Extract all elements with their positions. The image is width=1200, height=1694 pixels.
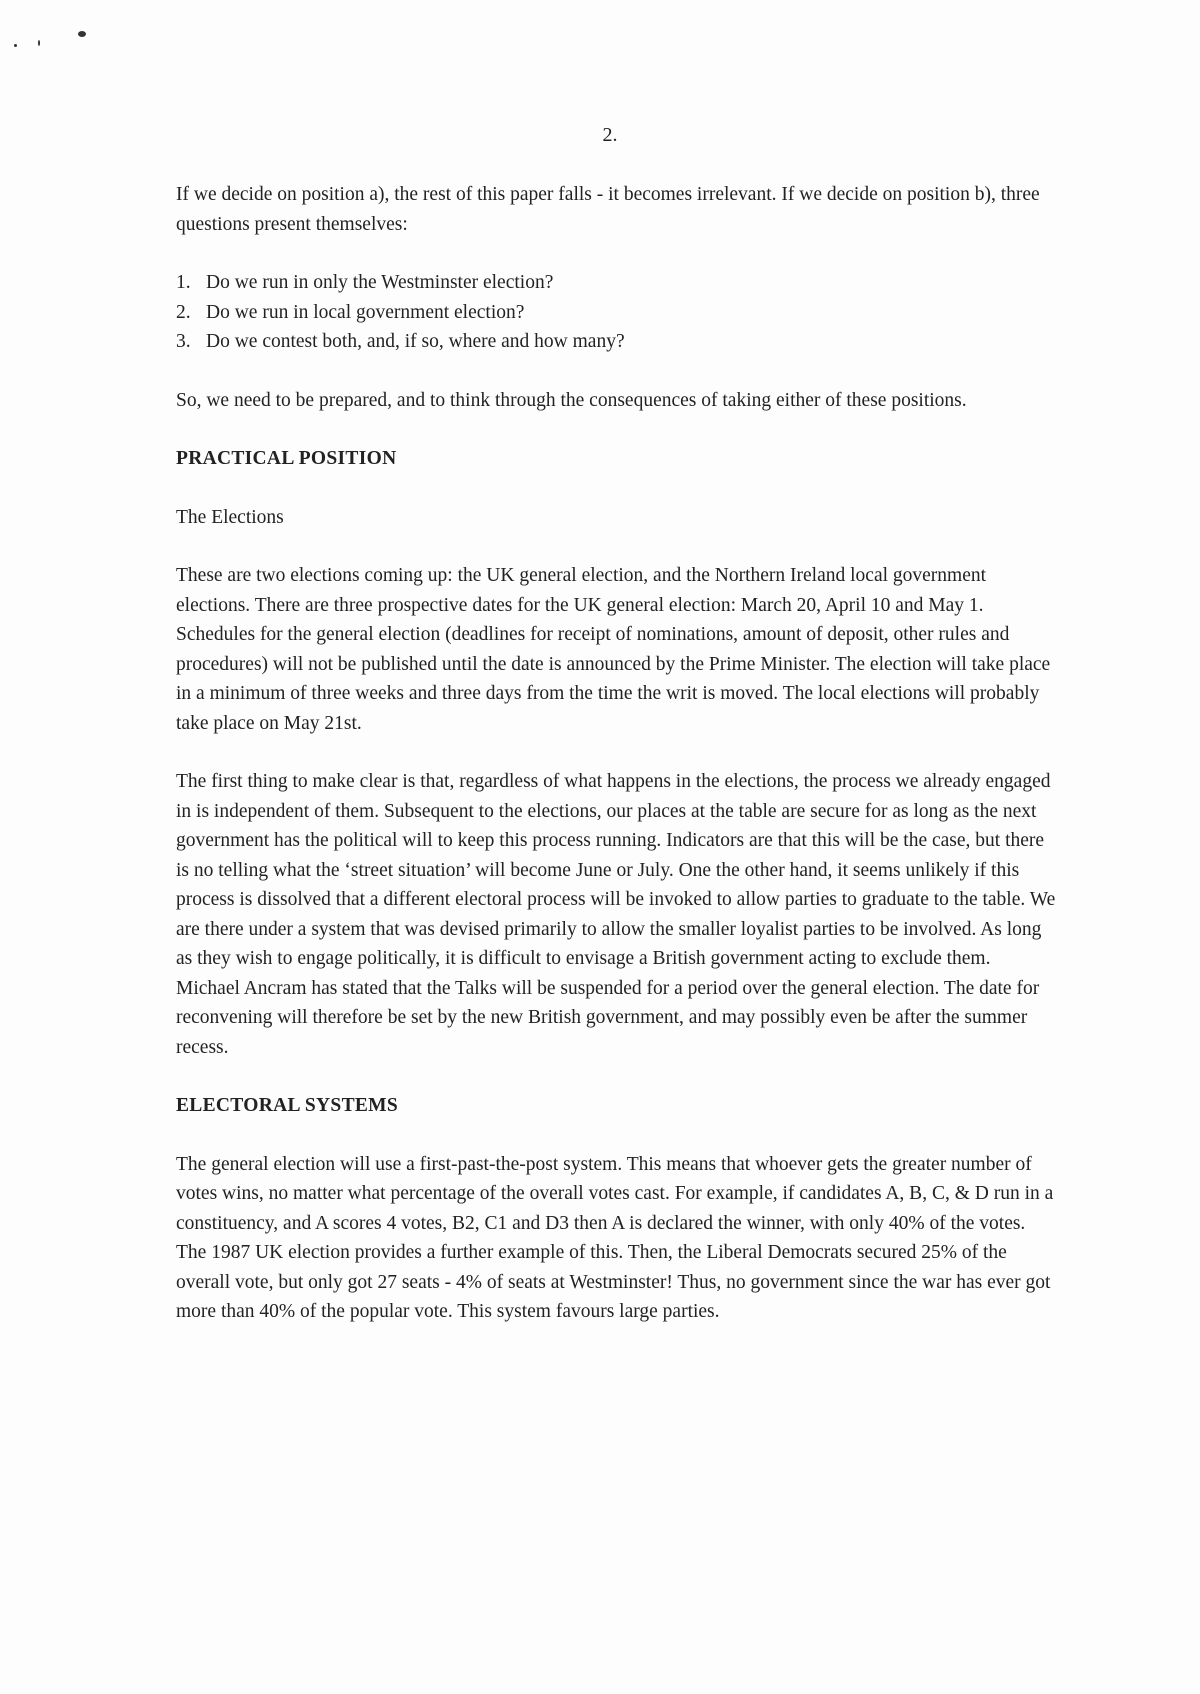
list-item [176,298,1056,328]
page-number: 2. [602,124,618,146]
list-item-number: 3. [176,331,191,352]
list-item [176,268,1056,298]
subheading-the-elections: The Elections [176,506,284,528]
electoral-systems-paragraph: The general election will use a first-past-the-post system. This means that whoever gets the greater number of votes wins, no matter what percentage of the overall votes cast. For example, if candidates A, B, C, & D run in a constituency, and A scores 4 votes, B2, C1 and D3 then A is declared the winner, with only 40% of the votes. The 1987 UK election provides a further example of this. Then, the Liberal Democrats secured 25% of the overall vote, but only got 27 seats - 4% of seats at Westminster! Thus, no government since the war has ever got more than 40% of the popular vote. This system favours large parties. [176,1153,1054,1322]
list-item-text: Do we contest both, and, if so, where and how many? [206,331,625,352]
section-heading-electoral-systems: ELECTORAL SYSTEMS [176,1095,399,1116]
list-item-text: Do we run in only the Westminster election? [206,272,554,293]
question-list [176,268,1056,357]
process-paragraph: The first thing to make clear is that, regardless of what happens in the elections, the process we already engaged in is independent of them. Subsequent to the elections, our places at the table are secure for as long as the next government has the political will to keep this process running. Indicators are that this will be the case, but there is no telling what the ‘street situation’ will become June or July. One the other hand, it seems unlikely if this process is dissolved that a different electoral process will be invoked to allow parties to graduate to the table. We are there under a system that was devised primarily to allow the smaller loyalist parties to be involved. As long as they wish to engage politically, it is difficult to envisage a British government acting to exclude them. Michael Ancram has stated that the Talks will be suspended for a period over the general election. The date for reconvening will therefore be set by the new British government, and may possibly even be after the summer recess. [176,771,1056,1058]
list-item-number: 1. [176,272,191,293]
elections-paragraph: These are two elections coming up: the UK general election, and the Northern Ireland local government elections. There are three prospective dates for the UK general election: March 20, April 10 and May 1. Schedules for the general election (deadlines for receipt of nominations, amount of deposit, other rules and procedures) will not be published until the date is announced by the Prime Minister. The election will take place in a minimum of three weeks and three days from the time the writ is moved. The local elections will probably take place on May 21st. [176,565,1051,734]
intro-paragraph: If we decide on position a), the rest of this paper falls - it becomes irrelevant. If we decide on position b), three questions present themselves: [176,184,1040,235]
list-item [176,327,1056,357]
list-item-number: 2. [176,301,191,323]
preparation-paragraph: So, we need to be prepared, and to think through the consequences of taking either of these positions. [176,389,967,411]
section-heading-practical-position: PRACTICAL POSITION [176,448,397,469]
list-item-text: Do we run in local government election? [206,301,525,323]
document-body [176,180,1056,1356]
